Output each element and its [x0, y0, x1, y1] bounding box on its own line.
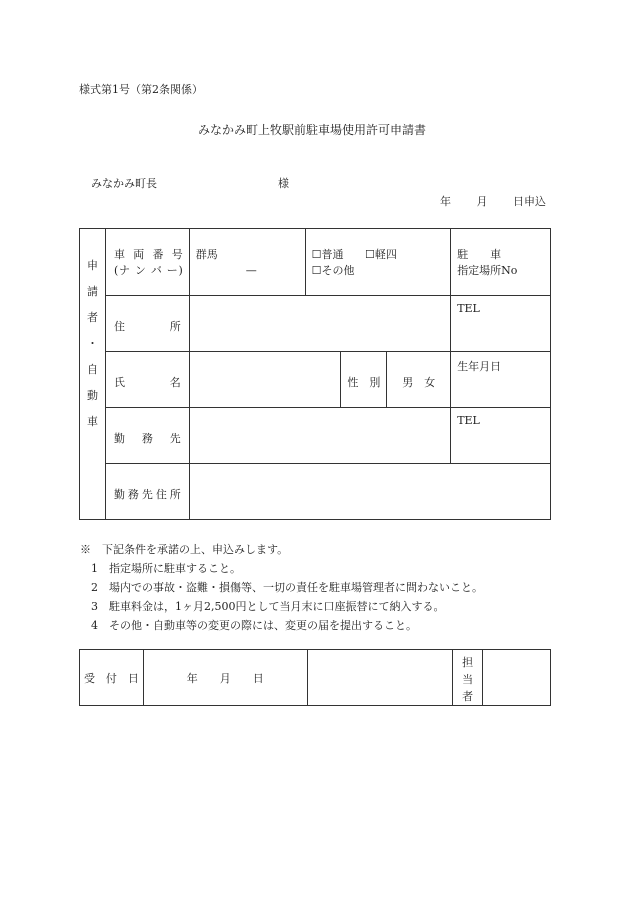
workplace-address-field[interactable] [189, 464, 550, 520]
page-title: みなかみ町上牧駅前駐車場使用許可申請書 [198, 123, 427, 137]
tel-label: TEL [457, 414, 480, 427]
parking-spot-cell[interactable] [451, 229, 551, 296]
workplace-label: 勤 務 先 [113, 432, 181, 445]
workplace-address-label: 勤務先住所 [113, 488, 181, 501]
plate-label-sub: (ナ ン バ ー) [113, 264, 183, 277]
checkbox-light[interactable]: ☐軽四 [364, 248, 397, 261]
condition-item: 1 指定場所に駐車すること。 [91, 562, 241, 575]
reception-date-field[interactable] [143, 650, 307, 706]
parking-label-sub: 指定場所No [457, 264, 518, 277]
applicant-vehicle-header [80, 229, 106, 520]
plate-label: 車 両 番 号 [113, 248, 183, 261]
side-char: 者 [86, 311, 98, 324]
application-table [79, 228, 551, 520]
tel-label: TEL [457, 302, 480, 315]
reception-date: 年 月 日 [186, 672, 264, 685]
birthdate-field[interactable] [451, 352, 551, 408]
tel-field-1[interactable] [451, 296, 551, 352]
date-day: 日申込 [513, 195, 546, 208]
conditions-intro: ※ 下記条件を承諾の上、申込みします。 [80, 543, 289, 556]
condition-item: 3 駐車料金は，1ヶ月2,500円として当月末に口座振替にて納入する。 [91, 600, 445, 613]
workplace-field[interactable] [189, 408, 450, 464]
reception-label: 受 付 日 [83, 672, 139, 685]
side-char: 請 [86, 285, 98, 298]
reception-table [79, 649, 551, 706]
gender-value: 男 女 [402, 376, 436, 389]
addressee: みなかみ町長 [91, 177, 157, 190]
side-char: 車 [86, 415, 98, 428]
checkbox-other[interactable]: ☐その他 [311, 264, 355, 277]
reception-label-cell [80, 650, 144, 706]
plate-label-cell [105, 229, 189, 296]
form-number: 様式第1号（第2条関係） [79, 83, 203, 96]
address-label: 住 所 [113, 320, 181, 333]
side-char: 動 [86, 389, 98, 402]
condition-item: 4 その他・自動車等の変更の際には、変更の届を提出すること。 [91, 619, 417, 632]
plate-dash: — [245, 264, 257, 277]
birthdate-label: 生年月日 [457, 360, 502, 373]
staff-label-cell [453, 650, 483, 706]
date-month: 月 [476, 195, 488, 208]
gender-label: 性 別 [347, 376, 381, 389]
plate-number-field[interactable] [189, 229, 305, 296]
reception-blank-field[interactable] [307, 650, 453, 706]
side-char: ・ [86, 337, 98, 350]
side-char: 自 [86, 363, 98, 376]
tel-field-2[interactable] [451, 408, 551, 464]
name-field[interactable] [189, 352, 341, 408]
parking-label: 駐 車 [457, 248, 502, 261]
honorific: 様 [278, 177, 289, 190]
vehicle-type-cell [305, 229, 451, 296]
side-char: 申 [86, 259, 98, 272]
workplace-label-cell [105, 408, 189, 464]
staff-char: 当 [462, 673, 474, 686]
date-year: 年 [440, 195, 451, 208]
address-field[interactable] [189, 296, 450, 352]
name-label: 氏 名 [113, 376, 181, 389]
name-label-cell [105, 352, 189, 408]
staff-char: 者 [462, 690, 474, 703]
gender-options[interactable] [387, 352, 451, 408]
gender-label-cell [341, 352, 387, 408]
checkbox-regular[interactable]: ☐普通 [311, 248, 344, 261]
plate-prefix: 群馬 [195, 248, 218, 261]
condition-item: 2 場内での事故・盗難・損傷等、一切の責任を駐車場管理者に問わないこと。 [91, 581, 483, 594]
workplace-address-label-cell [105, 464, 189, 520]
staff-stamp-field[interactable] [483, 650, 551, 706]
staff-char: 担 [462, 656, 474, 669]
application-date [440, 193, 546, 209]
address-label-cell [105, 296, 189, 352]
